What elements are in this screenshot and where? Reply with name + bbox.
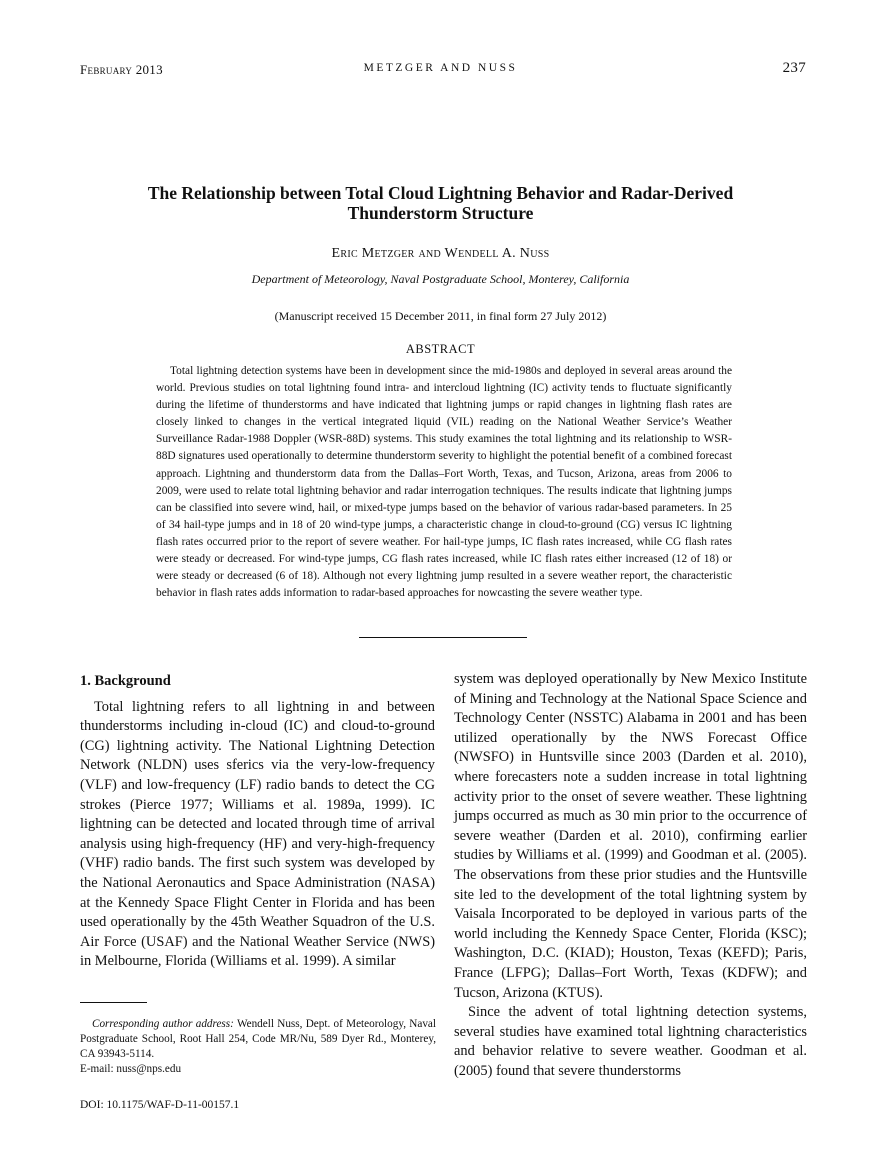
- manuscript-note: (Manuscript received 15 December 2011, in final form 27 July 2012): [274, 309, 607, 323]
- paragraph: Total lightning refers to all lightning in and between thunderstorms including in-cloud (IC) and cloud-to-ground (CG) lightning activity. The National Lightning Detection Network (NLDN) uses sferics via the very-low-frequency (VLF) and low-frequency (LF) radio bands to detect the CG strokes (Pierce 1977; Williams et al. 1989a, 1999). IC lightning can be detected and located through time of arrival analysis using high-frequency (HF) and very-high-frequency (VHF) radio bands. The first such system was developed by the National Aeronautics and Space Administration (NASA) at the Kennedy Space Flight Center in Florida and has been used operationally by the 45th Weather Squadron of the U.S. Air Force (USAF) and the National Weather Service (NWS) in Melbourne, Florida (Williams et al. 1999). A similar: [80, 698, 435, 970]
- page-number: 237: [782, 60, 806, 76]
- right-column: [454, 670, 807, 1081]
- paragraph: Since the advent of total lightning detection systems, several studies have examined total lightning characteristics and behavior relative to severe weather. Goodman et al. (2005) found that severe thunderstorms: [454, 1004, 807, 1079]
- abstract-heading: ABSTRACT: [405, 342, 476, 356]
- affiliation: Department of Meteorology, Naval Postgraduate School, Monterey, California: [251, 272, 630, 286]
- left-column: [80, 672, 435, 972]
- abstract-text: Total lightning detection systems have been in development since the mid-1980s and deployed in several areas around the world. Previous studies on total lightning found intra- and intercloud lightning (IC) activity tends to fluctuate significantly during the lifetime of thunderstorms and have indicated that lightning jumps or rapid changes in lightning flash rates are closely linked to changes in the vertical integrated liquid (VIL) reading on the National Weather Service’s Weather Surveillance Radar-1988 Doppler (WSR-88D) systems. This study examines the total lightning and its relationship to WSR-88D signatures used operationally to determine thunderstorm severity to highlight the potential benefit of a combined forecast approach. Lightning and thunderstorm data from the Dallas–Fort Worth, Texas, and Tucson, Arizona, areas from 2006 to 2009, were used to relate total lightning behavior and radar interrogation techniques. The results indicate that lightning jumps can be classified into severe wind, hail, or mixed-type jumps based on the behavior of various radar-based parameters. In 25 of 34 hail-type jumps and in 18 of 20 wind-type jumps, a characteristic change in cloud-to-ground (CG) versus IC lightning flash rates occurred prior to the report of severe weather. For hail-type jumps, IC flash rates increased, while CG flash rates were steady or decreased. For wind-type jumps, CG flash rates increased, while IC flash rates either increased (12 of 18) or were steady or decreased (6 of 18). Although not every lightning jump resulted in a severe weather report, the characteristic behavior in flash rates adds information to radar-based approaches for nowcasting the severe weather type.: [156, 365, 732, 600]
- section-divider: [359, 637, 527, 638]
- running-header-date: February 2013: [80, 62, 163, 77]
- section-title: 1. Background: [80, 673, 171, 689]
- running-header-authors: METZGER AND NUSS: [363, 62, 518, 74]
- doi-line[interactable]: DOI: 10.1175/WAF-D-11-00157.1: [80, 1099, 240, 1111]
- paper-title: The Relationship between Total Cloud Lightning Behavior and Radar-Derived Thunderstorm Structure: [147, 183, 734, 223]
- footnote-email[interactable]: E-mail: nuss@nps.edu: [80, 1063, 182, 1075]
- author-list: Eric Metzger and Wendell A. Nuss: [331, 246, 550, 261]
- footnote-lead: Corresponding author address:: [92, 1018, 234, 1030]
- footnote: [80, 1017, 436, 1077]
- paragraph-continued: system was deployed operationally by New Mexico Institute of Mining and Technology at the National Space Science and Technology Center (NSSTC) Alabama in 2001 and has been utilized operationally by the NWS Forecast Office (NWSFO) in Huntsville since 2003 (Darden et al. 2010), where forecasters note a sudden increase in total lightning activity prior to the onset of severe weather. These lightning jumps occurred as much as 30 min prior to the occurrence of severe weather (Darden et al. 2010), confirming earlier studies by Williams et al. (1999) and Goodman et al. (2005). The observations from these prior studies and the Huntsville site led to the development of the total lightning system by Vaisala Incorporated to be deployed in various parts of the world including the Kennedy Space Center, Florida (KSC); Washington, D.C. (KIAD); Houston, Texas (KEFD); Paris, France (LFPG); Dallas–Fort Worth, Texas (KDFW); and Tucson, Arizona (KTUS).: [454, 671, 807, 1001]
- footnote-divider: [80, 1002, 147, 1003]
- footnote-address: Wendell Nuss, Dept. of Meteorology, Naval Postgraduate School, Root Hall 254, Code MR/Nu, 589 Dyer Rd., Monterey, CA 93943-5114.: [80, 1018, 436, 1060]
